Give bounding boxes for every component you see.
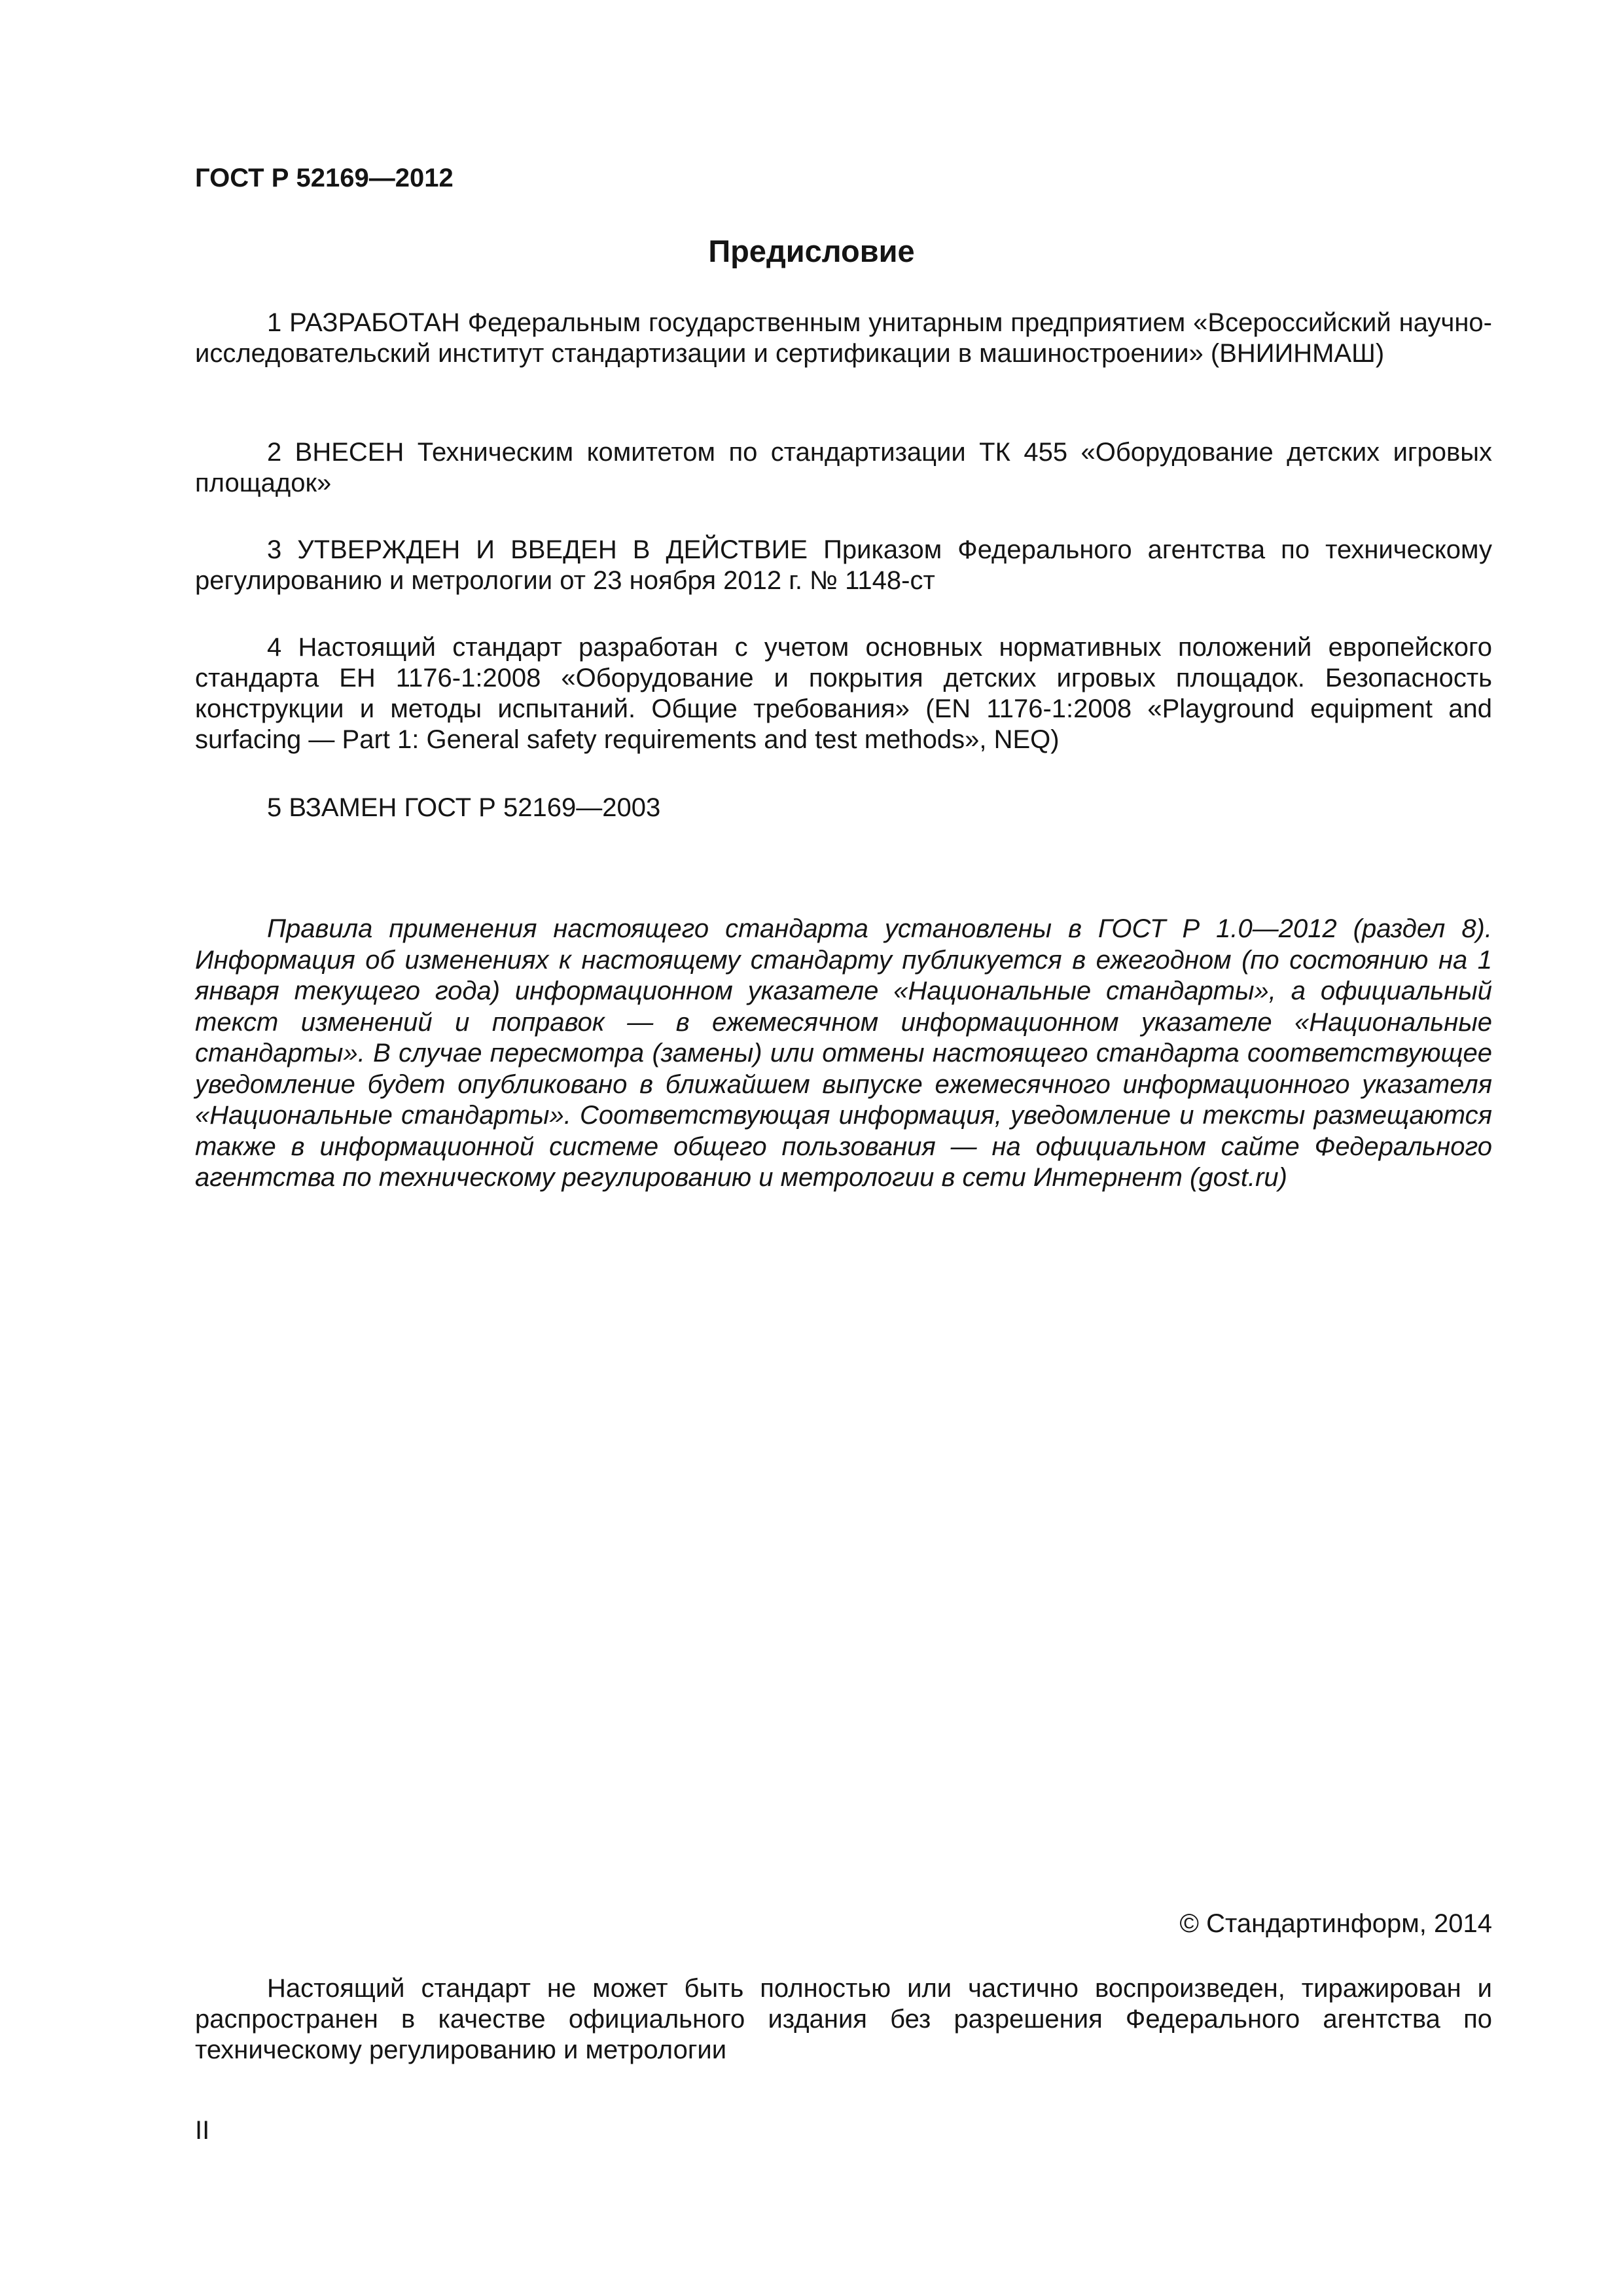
document-code: ГОСТ Р 52169—2012: [195, 164, 454, 192]
foreword-item-submitted: 2 ВНЕСЕН Техническим комитетом по стандартизации ТК 455 «Оборудование детских игровых площадок»: [195, 438, 1492, 497]
reproduction-rights-note: Настоящий стандарт не может быть полностью или частично воспроизведен, тиражирован и распространен в качестве официального издания без разрешения Федерального агентства по техническому регулированию и метрологии: [195, 1974, 1492, 2064]
foreword-item-developed: 1 РАЗРАБОТАН Федеральным государственным унитарным предприятием «Всероссийский научно-исследовательский институт стандартизации и сертификации в машиностроении» (ВНИИНМАШ): [195, 308, 1492, 368]
application-rules-note: Правила применения настоящего стандарта установлены в ГОСТ Р 1.0—2012 (раздел 8). Информация об изменениях к настоящему стандарту публикуется в ежегодном (по состоянию на 1 января текущего года) информационном указателе «Национальные стандарты», а официальный текст изменений и поправок — в ежемесячном информационном указателе «Национальные стандарты». В случае пересмотра (замены) или отмены настоящего стандарта соответствующее уведомление будет опубликовано в ближайшем выпуске ежемесячного информационного указателя «Национальные стандарты». Соответствующая информация, уведомление и тексты размещаются также в информационной системе общего пользования — на официальном сайте Федерального агентства по техническому регулированию и метрологии в сети Интернент (gost.ru): [195, 914, 1492, 1192]
page-number: II: [195, 2116, 210, 2145]
section-heading: Предисловие: [708, 234, 915, 268]
copyright-notice: © Стандартинформ, 2014: [1179, 1909, 1492, 1938]
foreword-item-based-on: 4 Настоящий стандарт разработан с учетом основных нормативных положений европейского стандарта ЕН 1176-1:2008 «Оборудование и покрытия детских игровых площадок. Безопасность конструкции и методы испытаний. Общие требования» (EN 1176-1:2008 «Playground equipment and surfacing — Part 1: General safety requirements and test methods», NEQ): [195, 633, 1492, 754]
foreword-item-approved: 3 УТВЕРЖДЕН И ВВЕДЕН В ДЕЙСТВИЕ Приказом Федерального агентства по техническому регулированию и метрологии от 23 ноября 2012 г. № 1148-ст: [195, 535, 1492, 595]
foreword-item-replaces: 5 ВЗАМЕН ГОСТ Р 52169—2003: [267, 793, 661, 822]
